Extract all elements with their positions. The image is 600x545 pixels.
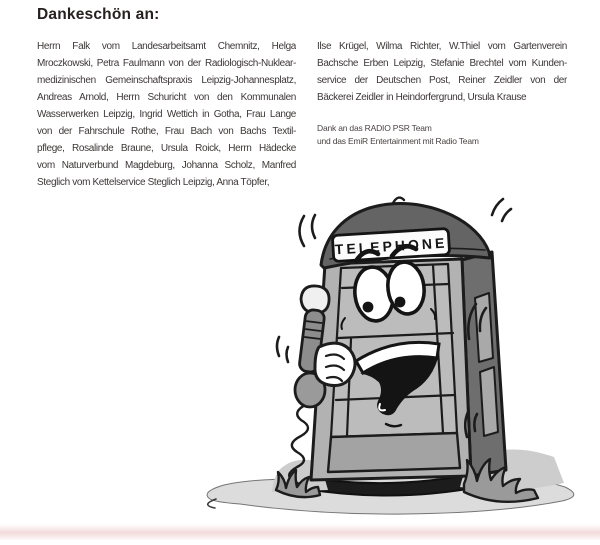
text-line: Andreas Arnold, Herrn Schuricht von den Kommunalen — [37, 92, 296, 103]
acknowledgements-left-column — [37, 41, 296, 194]
text-line: pflege, Rosalinde Braune, Ursula Roick, Herrn Hädecke — [37, 143, 296, 154]
text-line: Steglich vom Kettelservice Steglich Leipzig, Anna Töpfer, — [37, 177, 270, 188]
text-line: von der Fahrschule Rothe, Frau Bach von Bachs Textil- — [37, 126, 296, 137]
right-pupil — [395, 297, 406, 308]
left-pupil — [363, 302, 374, 313]
glove-hand — [315, 343, 355, 385]
telephone-sign-label: TELEPHONE — [334, 234, 448, 258]
text-line: Bäckerei Zeidler in Heindorfergrund, Ursula Krause — [317, 92, 527, 103]
acknowledgements-right-column — [317, 41, 567, 148]
text-line: Wasserwerken Leipzig, Ingrid Wettich in Gotha, Frau Lange — [37, 109, 296, 120]
text-line: service der Deutschen Post, Reiner Zeidler von der — [317, 75, 567, 86]
text-line: vom Naturverbund Magdeburg, Johanna Scholz, Manfred — [37, 160, 296, 171]
radio-credits — [317, 122, 567, 148]
text-line: Mroczkowski, Petra Faulmann von der Radiologisch-Nuklear- — [37, 58, 296, 69]
booth-door-panel — [328, 433, 460, 472]
credits-line: Dank an das RADIO PSR Team — [317, 123, 432, 133]
text-line: Herrn Falk vom Landesarbeitsamt Chemnitz, Helga — [37, 41, 296, 52]
booth-side-pane — [475, 293, 493, 362]
booth-side-pane — [480, 367, 498, 436]
telephone-booth-illustration — [180, 186, 590, 545]
credits-line: und das EmiR Entertainment mit Radio Team — [317, 136, 479, 146]
text-line: Ilse Krügel, Wilma Richter, W.Thiel vom Gartenverein — [317, 41, 567, 52]
text-line: Bachsche Erben Leipzig, Stefanie Brechtel vom Kunden- — [317, 58, 567, 69]
page-title: Dankeschön an: — [37, 6, 160, 23]
text-line: medizinischen Gemeinschaftspraxis Leipzig-Johannesplatz, — [37, 75, 296, 86]
